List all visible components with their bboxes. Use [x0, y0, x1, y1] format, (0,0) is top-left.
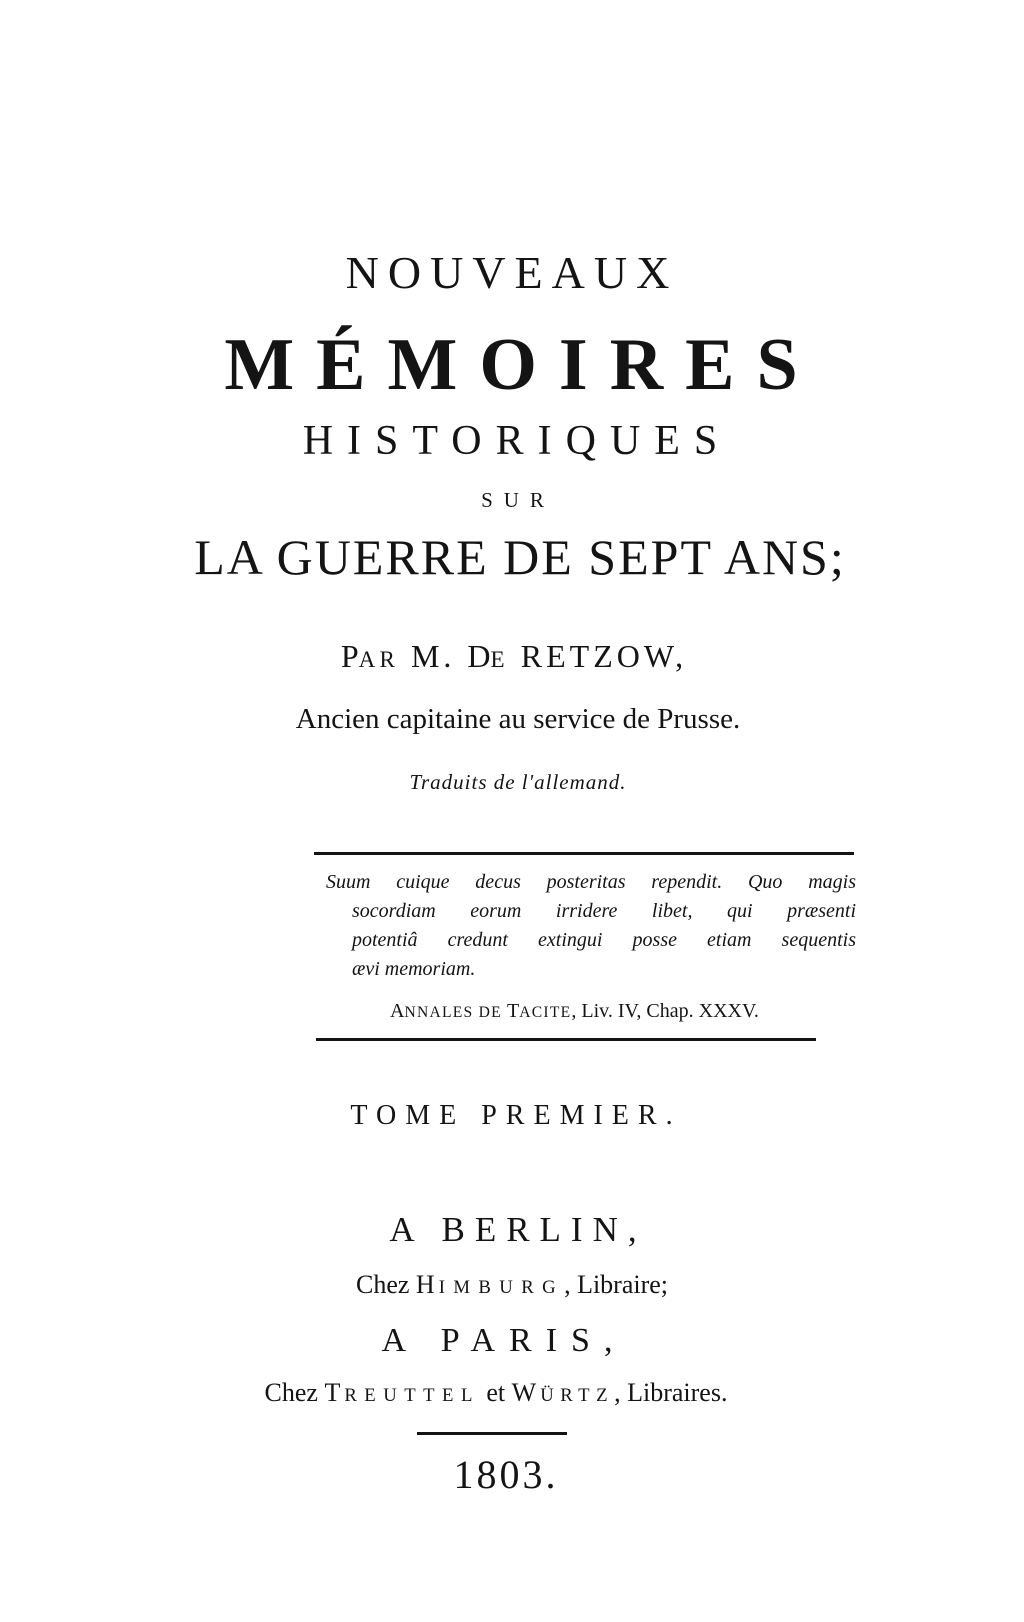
author-description: Ancien capitaine au service de Prusse.: [295, 703, 741, 735]
epigraph-line: Suum cuique decus posteritas rependit. Quo magis: [326, 871, 856, 893]
source-sc1: NNALES DE: [404, 1004, 508, 1021]
title-line-nouveaux: NOUVEAUX: [345, 247, 679, 298]
imprint-city-paris: A PARIS,: [381, 1322, 627, 1359]
publisher2-pre: Chez: [264, 1378, 325, 1407]
publisher2-mid: et: [479, 1378, 512, 1407]
publisher1-cap: H: [415, 1270, 439, 1299]
source-rest: , Liv. IV, Chap. XXXV.: [571, 1000, 759, 1022]
publisher1-sc: IMBURG: [438, 1277, 565, 1298]
epigraph-top-rule: [314, 852, 854, 855]
author-name: RETZOW,: [520, 638, 688, 674]
epigraph: [326, 868, 856, 984]
publisher1-post: , Libraire;: [564, 1270, 669, 1299]
epigraph-source: [390, 1000, 830, 1023]
epigraph-line: socordiam eorum irridere libet, qui præsenti: [352, 900, 856, 922]
source-cap2: T: [507, 1000, 520, 1022]
publisher2-sc2: ÜRTZ: [540, 1385, 615, 1406]
volume-label: TOME PREMIER.: [350, 1100, 682, 1131]
publisher2-post: , Libraires.: [614, 1378, 728, 1407]
imprint-publisher-berlin: [0, 1272, 1024, 1298]
imprint-publisher-paris: [0, 1380, 1008, 1406]
author-line: [2, 640, 1024, 672]
epigraph-bottom-rule: [316, 1038, 816, 1041]
translation-note: Traduits de l'allemand.: [409, 770, 627, 794]
title-line-historiques: HISTORIQUES: [302, 418, 732, 464]
imprint-rule: [417, 1432, 567, 1435]
title-line-sur: SUR: [481, 488, 555, 512]
title-line-guerre: LA GUERRE DE SEPT ANS;: [194, 529, 846, 585]
de-cap: D: [467, 638, 491, 674]
publisher1-pre: Chez: [355, 1270, 416, 1299]
publisher2-cap2: W: [511, 1378, 541, 1407]
epigraph-line: potentiâ credunt extingui posse etiam sequentis: [352, 929, 856, 951]
by-rest: AR: [358, 646, 399, 672]
title-line-memoires: MÉMOIRES: [224, 324, 820, 406]
epigraph-line: ævi memoriam.: [352, 958, 476, 980]
publisher2-sc1: REUTTEL: [344, 1385, 480, 1406]
de-rest: E: [490, 646, 509, 672]
source-cap1: A: [390, 1000, 405, 1022]
imprint-city-berlin: A BERLIN,: [389, 1210, 647, 1249]
source-sc2: ACITE: [519, 1004, 572, 1021]
author-m: M.: [410, 638, 456, 674]
by-cap: P: [340, 638, 359, 674]
publication-year: 1803.: [453, 1452, 559, 1497]
publisher2-cap1: T: [324, 1378, 345, 1407]
